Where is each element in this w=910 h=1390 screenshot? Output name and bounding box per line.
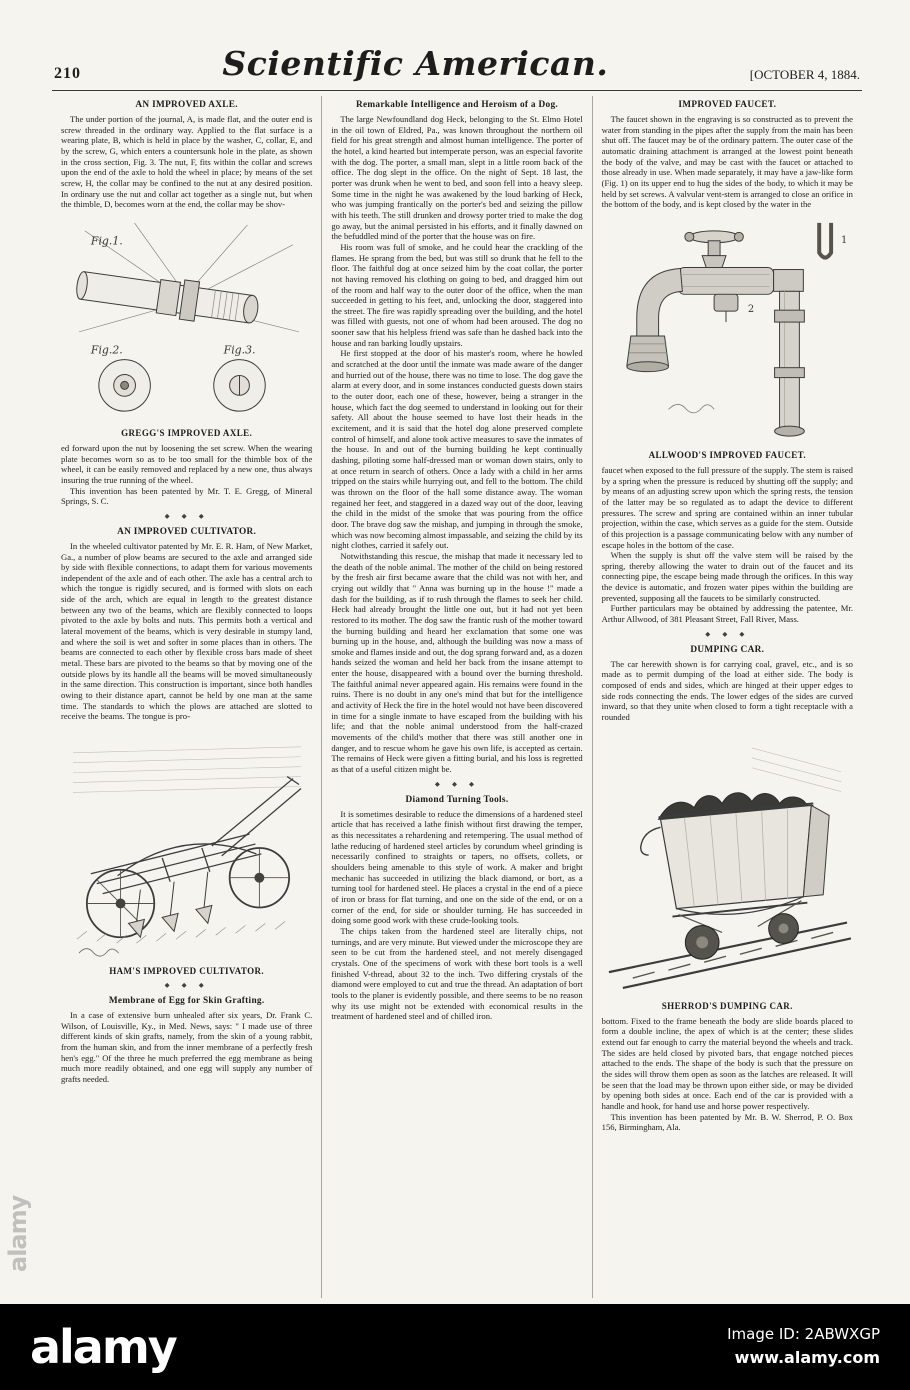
alamy-url: www.alamy.com [734, 1348, 880, 1368]
dump-paragraph-1: The car herewith shown is for carrying coal, gravel, etc., and is so made as to permit dumping of the load at either side. The body is composed of ends and sides, which are hinged at their upper edges to side rods connecting the ends. The lower edges of the sides are curved inward, so that they unite when closed to form a tight receptacle with a rounded [601, 658, 853, 723]
faucet-paragraph-3: When the supply is shut off the valve stem will be raised by the spring, thereby allowing the water to drain out of the faucet and its connecting pipe, the escape being made through the orifices. In this way the device is automatic, and frozen water pipes within the building are prevented, supposing all the faucets to be similarly constructed. [601, 550, 853, 603]
heading-improved-cultivator: AN IMPROVED CULTIVATOR. [117, 526, 257, 537]
cultivator-paragraph-1: In the wheeled cultivator patented by Mr. E. R. Ham, of New Market, Ga., a number of plow beams are secured to the axle and arranged side by side with flexible connections, to adapt them for various movements independent of the axle and of each other. The axle has a central arch to which the tongue is rigidly secured, and is formed with slots on each side of the arch, which are equal in length to the greatest distance between any two of the beams, which are flexibly connected to loops pivoted to the axle by bolts and nuts. This permits both a vertical and lateral movement of the beams, which is very desirable in stumpy land, and where the soil is wet and softer in some places than in others. The beams are connected to each other by flexible cross bars made of sheet metal. These bars are pivoted to the beams so that by moving one of the outside plows by its handle all the beams will be moved simultaneously in the same direction. This construction is important, since both handles owing to their distance apart, cannot be held by one man at the same time. The standards to which the plows are attached are slotted to receive the beams. The tongue is pro- [61, 540, 313, 722]
axle-paragraph-3: This invention has been patented by Mr. T. E. Gregg, of Mineral Springs, S. C. [61, 485, 313, 507]
heading-dog-story: Remarkable Intelligence and Heroism of a Dog. [355, 100, 559, 110]
section-divider-ornament: ◆ ◆ ◆ [434, 779, 480, 788]
section-divider-ornament: ◆ ◆ ◆ [164, 511, 209, 520]
figure-caption-axle: GREGG'S IMPROVED AXLE. [121, 427, 253, 438]
faucet-paragraph-2: faucet when exposed to the full pressure of the supply. The stem is raised by a spring when the pressure is reduced by shutting off the supply; and by means of an adjusting screw upon which the spring rests, the tension of the latter may be so regulated as to adapt the device to different pressures. The screw and spring are contained within an inner tubular projection, within the case, which serves as a guide for the stem. Outside of this projection is a passage communicating below with any number of escape holes in the bottom of the case. [601, 464, 853, 550]
diamond-paragraph-2: The chips taken from the hardened steel are literally chips, not turnings, and are very minute. But viewed under the microscope they are seen to be cut from the hardened steel, and not merely disengaged crystals. One of the specimens of work with these bort tools is a well finished V-thread, about 32 to the inch. Two differing crystals of the diamond were employed to cut and true the thread. An adaptation of bort tools to the planer is evidently possible, and there seems to be no reason why its use might not be extended with economical results in the treatment of hardened steel and of chilled iron. [331, 925, 583, 1022]
dog-paragraph-3: He first stopped at the door of his master's room, where he howled and scratched at the door until the inmate was made aware of the danger and hurried out of the house, there was no time to lose. The dog gave the alarm at every door, and in some instances conducted guests down stairs to the outer door, each one of these, however, being a stranger in the house, which fact the dog seemed to understand in looking out for their safety. All about the house seemed to have lost their heads in the excitement, and it is said that the hotel dog alone preserved complete control of himself, and alone took active measures to save the inmates of the house. In and out of the burning building he kept continually dashing, piloting some half-dressed man or woman down stairs, only to at once return in search of others. Once a lady with a child in her arms tripped on the stairs while hurrying out, and fell to the bottom. The child was thrown on the floor of the hall some distance away. The woman regained her feet, and staggered in a dazed way out of the door, leaving the child in the midst of the smoke that was pouring from the office door. The brave dog saw the mishap, and jumping in through the smoke, which was now becoming almost impassable, and seizing the child by its night clothes, carried it safely out. [331, 348, 583, 551]
dump-paragraph-3: This invention has been patented by Mr. B. W. Sherrod, P. O. Box 156, Birmingham, Ala. [601, 1111, 853, 1133]
fig3-label: Fig.3. [223, 343, 256, 357]
figure-caption-faucet: ALLWOOD'S IMPROVED FAUCET. [648, 449, 807, 460]
alamy-watermark-bar [0, 1304, 910, 1390]
column-3 [592, 96, 862, 1298]
figure-caption-dumping-car: SHERROD'S DUMPING CAR. [661, 1000, 793, 1011]
fig1-label: Fig.1. [90, 234, 123, 248]
diamond-paragraph-1: It is sometimes desirable to reduce the dimensions of a hardened steel article that has received a lathe finish without first drawing the temper, as this necessitates a rehardening and retempering. The usual method of lathe reducing of hardened steel articles by corundum wheel grinding is necessarily confined to straights or tapers, no offsets, collets, or shoulders being amenable to this style of work. A maker and bright mechanic has succeeded in utilizing the black diamond, or bort, as a turning tool for hardened steel. He places a crystal in the end of a piece of iron or brass for flat turning, and one on the side of the end, or on a corner of the end, for side or shoulder turning. He has succeeded in doing some good work with these crude-looking tools. [331, 808, 583, 926]
graft-paragraph-1: In a case of extensive burn unhealed after six years, Dr. Frank C. Wilson, of Louisville, Ky., in Med. News, says: " I made use of three different kinds of skin grafts, namely, from the skin of a young rabbit, from the human skin, and from the inner membrane of a perfectly fresh hen's egg." Of the three he much preferred the egg membrane as being much more readily obtained, and one egg will supply any number of grafts needed. [61, 1010, 313, 1084]
masthead [54, 44, 860, 83]
faucet-label-1: 1 [841, 234, 848, 246]
heading-egg-membrane: Membrane of Egg for Skin Grafting. [108, 996, 265, 1006]
article-columns [52, 96, 862, 1298]
section-divider-ornament: ◆ ◆ ◆ [705, 629, 750, 638]
heading-dumping-car: DUMPING CAR. [690, 644, 765, 655]
heading-diamond-tools: Diamond Turning Tools. [405, 794, 509, 805]
faucet-illustration [603, 215, 851, 447]
column-2 [321, 96, 591, 1298]
page-number: 210 [54, 65, 81, 82]
axle-illustration [63, 215, 311, 425]
faucet-label-2: 2 [748, 304, 755, 316]
dumping-car-illustration [603, 728, 851, 998]
cultivator-figure [61, 727, 312, 963]
dumping-car-figure [602, 728, 853, 998]
heading-improved-axle: AN IMPROVED AXLE. [135, 100, 238, 110]
fig2-label: Fig.2. [90, 343, 123, 357]
issue-date: [OCTOBER 4, 1884. [749, 67, 860, 82]
alamy-logo: alamy [30, 1320, 176, 1374]
section-divider-ornament: ◆ ◆ ◆ [164, 981, 209, 989]
column-1 [52, 96, 321, 1298]
alamy-info [727, 1323, 880, 1371]
faucet-figure [602, 215, 853, 447]
axle-figure [61, 215, 312, 425]
axle-paragraph-1: The under portion of the journal, A, is made flat, and the outer end is screw threaded in the ordinary way. Applied to the flat surface is a wearing plate, B, which is held in place by the washer, C, collar, E, and by the screw, G, which enters a countersunk hole in the plate, as shown in the cross section, Fig. 3. The nut, F, fits within the collar and screws upon the end of the axle to hold the wheel in place; by means of the set screw, H, the collar may be confined to the nut at any desired position. In ordinary use the nut and collar act together as a single nut, but when the thimble, D, becomes worn at the end, the collar may be shov- [61, 114, 313, 210]
heading-improved-faucet: IMPROVED FAUCET. [678, 100, 777, 110]
faucet-paragraph-1: The faucet shown in the engraving is so constructed as to prevent the water from standing in the pipes after the supply from the main has been shut off. The faucet may be of the ordinary pattern. The outer case of the automatic draining attachment is arranged at the lowest point beneath the body of the valve, and may be cast with the faucet or attached to those already in use. When made separately, it may have a jaw-like form (Fig. 1) on its upper end to hug the sides of the body, to which it may be held by set screws. A valvular vent-stem is arranged to close an orifice in the bottom of the body, and is kept closed by the water in the [601, 114, 853, 210]
masthead-rule [52, 90, 862, 91]
dump-paragraph-2: bottom. Fixed to the frame beneath the body are slide boards placed to form a double incline, the apex of which is at the center; these slides extend out far enough to carry the material beyond the wheels and track. The sides are held closed by pivoted bars, that engage notched pieces attached to the ends. The shape of the body is such that the pressure on the sides will throw them open as soon as the latches are released. It will be seen that the load may be thrown upon either side, or may be divided by opening both sides at once. Each end of the car is provided with a handle and hook, for hand use and horse power respectively. [601, 1015, 853, 1111]
faucet-paragraph-4: Further particulars may be obtained by addressing the patentee, Mr. Arthur Allwood, of 381 Pleasant Street, Fall River, Mass. [601, 603, 853, 625]
figure-caption-cultivator: HAM'S IMPROVED CULTIVATOR. [109, 966, 265, 976]
dog-paragraph-1: The large Newfoundland dog Heck, belonging to the St. Elmo Hotel in the oil town of Eldred, Pa., was known throughout the northern oil field for his great strength and almost human intelligence. The porter of the hotel, a kind hearted but intemperate person, was an especial favorite with the dog. The porter, a small man, slept in a little room back of the office. The dog slept in the office. On the night of Sept. 18 last, the porter was drunk when he went to bed, and soon fell into a heavy sleep. Some time in the night he was awakened by the loud barking of Heck, who was jumping frantically on the porter's bed and seizing the pillow with his teeth. The still drunken and drowsy porter tried to make the dog go away, but the animal persisted in his efforts, and it finally dawned on the befuddled mind of the porter that the house was on fire. [331, 114, 583, 242]
journal-title: Scientific American. [222, 44, 609, 83]
cultivator-illustration [63, 727, 311, 963]
dog-paragraph-4: Notwithstanding this rescue, the mishap that made it necessary led to the death of the noble animal. The mother of the child on being restored by the fresh air first became aware that the child was not with her, and crying out wildly that " Anna was burning up in the house !" made a dash for the building, as if to rush through the flames to seek her child. Heck had already brought the little one out, but it had not yet been restored to its mother. The dog saw the frantic rush of the mother toward the burning building and heard her exclamation that some one was burning up in the house, and, although the building was now a mass of smoke and flames inside and out, the dog sprang forward and, as a dozen hands seized the woman and held her back from the insane attempt to enter the house, disappeared with a bound over the burning threshold. The faithful animal never appeared again. His remains were found in the ruins. There is no doubt in any one's mind that but for the intelligence and activity of Heck the fire in the hotel would not have been discovered in time for a single inmate to have escaped from the building with his life; and that the noble animal understood from the half-crazed movements of the child's mother that there was still another one in danger, and to rescue whom he gave his own life, is accepted as certain. The remains of Heck were given a fitting burial, and his loss is regretted as that of a useful citizen might be. [331, 550, 583, 775]
axle-paragraph-2: ed forward upon the nut by loosening the set screw. When the wearing plate becomes worn so as to be too small for the thimble box of the wheel, it can be easily removed and replaced by a new one, thus always insuring the true running of the wheel. [61, 442, 313, 485]
dog-paragraph-2: His room was full of smoke, and he could hear the crackling of the flames. He sprang from the bed, but was still so drunk that he fell to the floor. The faithful dog at once seized him by the coat collar, the porter not having removed his clothing on going to bed, and dragged him out of the room and half way to the outer door of the office, when the man succeeded in getting to his feet, and, unlocking the door, staggered into the street. The fire was rapidly spreading over the building, and the hotel was filled with guests, not one of whom had been aroused. The dog no sooner saw that his helpless friend was safe than he dashed back into the house and ran barking loudly upstairs. [331, 241, 583, 348]
alamy-side-watermark: alamy [4, 1195, 32, 1272]
image-id: Image ID: 2ABWXGP [727, 1324, 880, 1343]
